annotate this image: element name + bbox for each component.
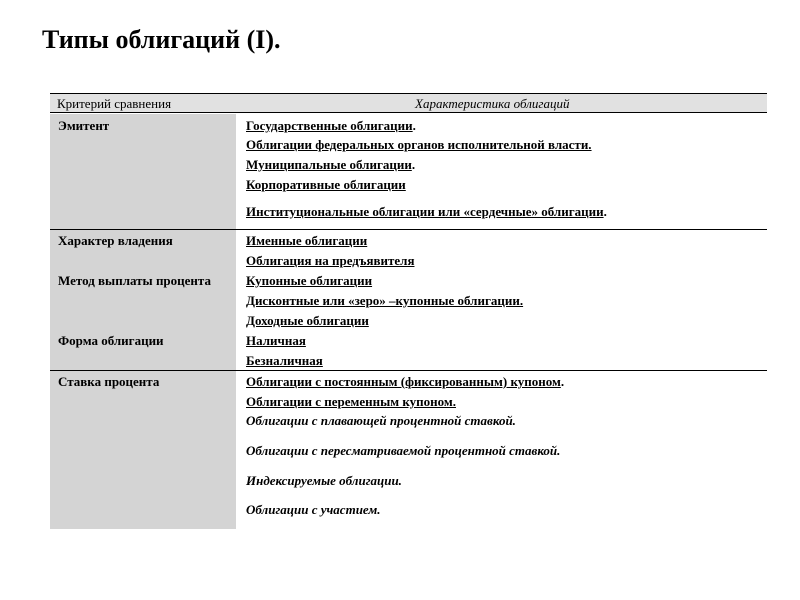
list-item: Облигации с пересматриваемой процентной ставкой.	[246, 443, 561, 458]
list-item: Облигации федеральных органов исполнительной власти.	[246, 137, 592, 152]
list-item: Облигации с плавающей процентной ставкой.	[246, 413, 516, 428]
criterion-form: Форма облигации	[58, 333, 164, 348]
list-item: Наличная	[246, 333, 306, 348]
criterion-ownership: Характер владения	[58, 233, 173, 248]
list-item: Именные облигации	[246, 233, 368, 248]
page-title: Типы облигаций (I).	[42, 25, 281, 54]
criterion-issuer: Эмитент	[58, 118, 110, 133]
header-characteristic: Характеристика облигаций	[415, 96, 570, 111]
list-item: Купонные облигации	[246, 273, 373, 288]
list-item: Облигации с постоянным (фиксированным) купоном.	[246, 374, 565, 389]
row-divider-1	[50, 229, 767, 230]
table-header-row	[50, 93, 767, 113]
list-item: Облигации с переменным купоном.	[246, 394, 456, 409]
row-divider-2	[50, 370, 767, 371]
criterion-interest-rate: Ставка процента	[58, 374, 160, 389]
header-criterion: Критерий сравнения	[57, 96, 172, 111]
list-item: Облигация на предъявителя	[246, 253, 415, 268]
list-item: Доходные облигации	[246, 313, 369, 328]
list-item: Муниципальные облигации.	[246, 157, 416, 172]
list-item: Государственные облигации.	[246, 118, 416, 133]
list-item: Облигации с участием.	[246, 502, 381, 517]
criterion-payment-method: Метод выплаты процента	[58, 273, 211, 288]
list-item: Корпоративные облигации	[246, 177, 406, 192]
criteria-column-background	[50, 114, 236, 529]
list-item: Институциональные облигации или «сердечные» облигации.	[246, 204, 607, 219]
list-item: Безналичная	[246, 353, 323, 368]
list-item: Дисконтные или «зеро» –купонные облигации.	[246, 293, 524, 308]
list-item: Индексируемые облигации.	[246, 473, 402, 488]
